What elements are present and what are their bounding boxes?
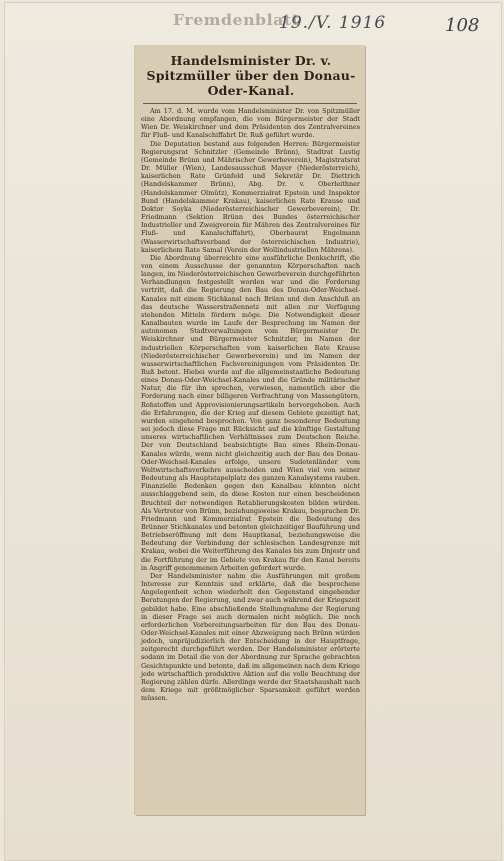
article-body bbox=[135, 107, 365, 702]
headline-rule bbox=[143, 103, 357, 104]
article-paragraph: Die Abordnung überreichte eine ausführliche Denkschrift, die von einem Ausschusse der genannten Körperschaften nach langen, im Niederösterreichischen Gewerbeverein durchgeführten Verhandlungen festgestellt worden war und die Forderung vertritt, daß die Regierung den Bau des Donau-Oder-Weichsel-Kanales mit einem Stichkanal nach Brünn und den Anschluß an das deutsche Wasserstraßennetz mit allen zur Verfügung stehenden Mitteln fördern möge. Die Notwendigkeit dieser Kanalbauten wurde im Laufe der Besprechung im Namen der autonomen Stadtverwaltungen vom Bürgermeister Dr. Weiskirchner und Bürgermeister Schnitzler, im Namen der industriellen Körperschaften vom kaiserlichen Rate Krause (Niederösterreichischer Gewerbeverein) und im Namen der wasserwirtschaftlichen Fachvereinigungen vom Präsidenten Dr. Ruß betont. Hiebei wurde auf die allgemeinstaatliche Bedeutung eines Donau-Oder-Weichsel-Kanales und die Gründe militärischer Natur, die für ihn sprechen, verwiesen, namentlich aber die Forderung nach einer billigeren Verfrachtung von Massengütern, Rohstoffen und Approvisionierungsartikeln hervorgehoben. Auch die Erfahrungen, die der Krieg auf diesem Gebiete gezeitigt hat, wurden eingehend besprochen. Von ganz besonderer Bedeutung sei jedoch diese Frage mit Rücksicht auf die künftige Gestaltung unseres wirtschaftlichen Verhältnisses zum Deutschen Reiche. Der von Deutschland beabsichtigte Bau eines Rhein-Donau-Kanales würde, wenn nicht gleichzeitig auch der Bau des Donau-Oder-Weichsel-Kanales erfolge, unsere Sudetenländer vom Weltwirtschaftsverkehre ausscheiden und Wien viel von seiner Bedeutung als Hauptstapelplatz des ganzen Kanalsystems rauben. Finanzielle Bedenken gegen den Kanalbau könnten nicht ausschlaggebend sein, da diese Kosten nur einen bescheidenen Bruchteil der notwendigen Retablierungskosten bilden würden. Als Vertreter von Brünn, beziehungsweise Krakau, besprachen Dr. Friedmann und Kommerzialrat Epstein die Bedeutung des Brünner Stichkanales und betonten gleichzeitiger Bauführung und Betriebseröffnung mit dem Hauptkanal, beziehungsweise die Bedeutung der Verbindung der schlesischen Landesgrenze mit Krakau, wobei die Weiterführung des Kanales bis zum Dnjestr und die Fortführung der im Gebiete von Krakau für den Kanal bereits in Angriff genommenen Arbeiten gefordert wurde. bbox=[141, 253, 360, 572]
article-paragraph: Der Handelsminister nahm die Ausführungen mit großem Interesse zur Kenntnis und erklärte, daß die besprochene Angelegenheit schon wiederholt den Gegenstand eingehender Beratungen der Regierung, und zwar auch während der Kriegszeit gebildet habe. Eine abschließende Stellungnahme der Regierung in dieser Frage sei auch dermalen nicht möglich. Die noch erforderlichen Vorbereitungsarbeiten für den Bau des Donau-Oder-Weichsel-Kanales mit einer Abzweigung nach Brünn würden jedoch, unpräjudizierlich der Entscheidung in der Hauptfrage, zeitgerecht durchgeführt werden. Der Handelsminister erörterte sodann im Detail die von der Abordnung zur Sprache gebrachten Gesichtspunkte und betonte, daß im allgemeinen nach dem Kriege jede wirtschaftlich produktive Aktion auf die volle Beachtung der Regierung zählen dürfe. Allerdings werde der Staatshaushalt nach dem Kriege mit größtmöglicher Sparsamkeit geführt werden müssen. bbox=[141, 571, 360, 703]
handwritten-page-number: 108 bbox=[445, 15, 480, 36]
newspaper-clipping bbox=[135, 45, 365, 815]
archive-sheet bbox=[4, 2, 502, 861]
article-headline: Handelsminister Dr. v. Spitzmüller über den Donau-Oder-Kanal. bbox=[146, 53, 356, 98]
masthead-stamp: Fremdenblatt bbox=[173, 11, 300, 29]
handwritten-date: 19./V. 1916 bbox=[279, 13, 387, 33]
article-paragraph: Am 17. d. M. wurde vom Handelsminister Dr. von Spitzmüller eine Abordnung empfangen, die vom Bürgermeister der Stadt Wien Dr. Weiskirchner und dem Präsidenten des Zentralvereines für Fluß- und Kanalschiffahrt Dr. Ruß geführt wurde. bbox=[141, 107, 360, 140]
article-paragraph: Die Deputation bestand aus folgenden Herren: Bürgermeister Regierungsrat Schnitzler (Gemeinde Brünn), Stadtrat Lustig (Gemeinde Brünn und Mährischer Gewerbeverein), Magistratsrat Dr. Müller (Wien), Landesausschuß Mayer (Niederösterreich), kaiserlichen Rate Grünfeld und Sekretär Dr. Diettrich (Handelskammer Brünn), Abg. Dr. v. Oberleithner (Handelskammer Olmütz), Kommerzialrat Epstein und Inspektor Bund (Handelskammer Krakau), kaiserlichen Rate Krause und Doktor Soyka (Niederösterreichischer Gewerbeverein), Dr. Friedmann (Sektion Brünn des Bundes österreichischer Industrieller und Zweigverein für Mähren des Zentralvereines für Fluß- und Kanalschiffahrt), Oberbaurat Engelmann (Wasserwirtschaftsverband der österreichischen Industrie), kaiserlichem Rate Samal (Verein der Wollindustriellen Mährens). bbox=[141, 139, 360, 254]
